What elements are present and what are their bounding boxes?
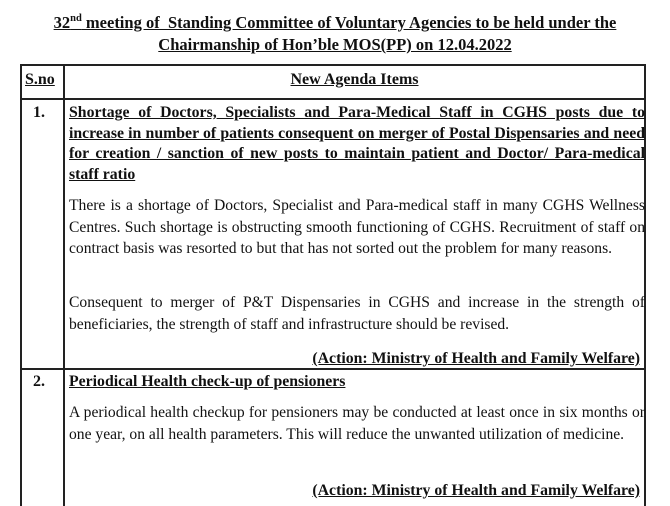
row-2-action: (Action: Ministry of Health and Family Welfare)	[312, 482, 640, 499]
table-top-border	[20, 64, 646, 66]
row-1-title: Shortage of Doctors, Specialists and Para-Medical Staff in CGHS posts due to increase in number of patients consequent on merger of Postal Dispensaries and need for creation / sanction of new posts to maintain patient and Doctor/ Para-medical staff ratio	[69, 104, 645, 183]
table-left-border	[20, 64, 22, 506]
row-2-sno: 2.	[33, 373, 45, 390]
row-1-sno: 1.	[33, 104, 45, 121]
ordinal-suffix: nd	[70, 12, 82, 24]
column-header-sno: S.no	[25, 71, 55, 88]
row-2-title: Periodical Health check-up of pensioners	[69, 373, 346, 390]
heading-line-1-text: meeting of Standing Committee of Voluntary Agencies to be held under the	[81, 13, 617, 32]
column-header-agenda-items: New Agenda Items	[290, 71, 419, 88]
meeting-heading-line-1	[0, 12, 670, 33]
meeting-heading-line-2: Chairmanship of Hon’ble MOS(PP) on 12.04.2022	[158, 35, 512, 54]
row-2-paragraph-1: A periodical health checkup for pensioners may be conducted at least once in six months or one year, on all health parameters. This will reduce the unwanted utilization of medicine.	[69, 404, 645, 443]
table-column-divider	[63, 64, 65, 506]
row-1-action: (Action: Ministry of Health and Family Welfare)	[312, 350, 640, 367]
row-1-paragraph-2: Consequent to merger of P&T Dispensaries in CGHS and increase in the strength of beneficiaries, the strength of staff and infrastructure should be revised.	[69, 294, 645, 333]
row-1-paragraph-1: There is a shortage of Doctors, Specialist and Para-medical staff in many CGHS Wellness Centres. Such shortage is obstructing smooth functioning of CGHS. Recruitment of staff on contract basis was resorted to but that has not sorted out the problem for many reasons.	[69, 197, 645, 257]
ordinal-number: 32	[53, 13, 71, 32]
table-header-bottom-border	[20, 98, 646, 100]
